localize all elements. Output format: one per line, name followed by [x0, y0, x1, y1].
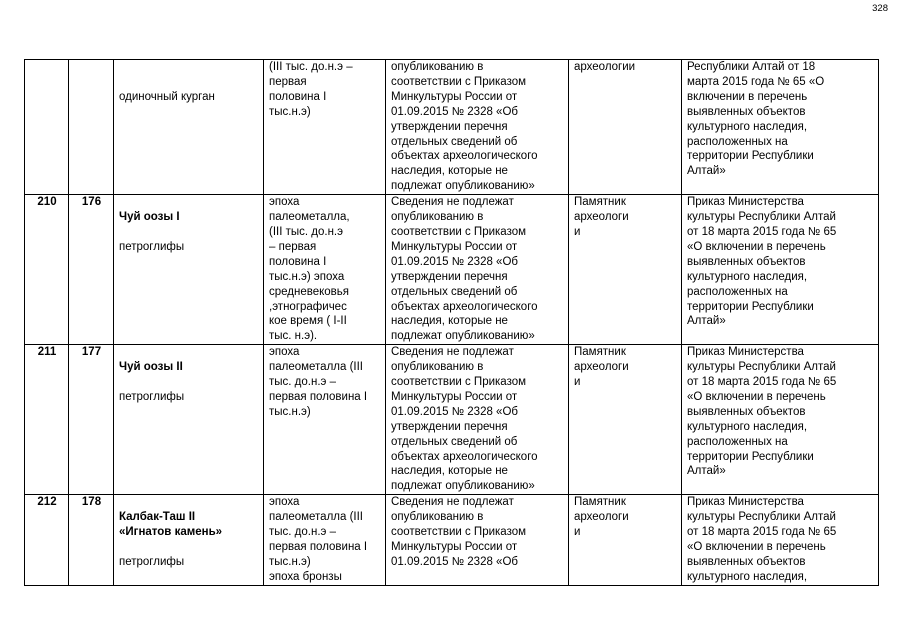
- table-row: [25, 195, 879, 345]
- object-type: петроглифы: [119, 555, 185, 568]
- row-number-cell: 210: [25, 195, 69, 345]
- object-type: петроглифы: [119, 390, 185, 403]
- object-name-cell: [114, 345, 264, 495]
- category-cell: Памятник археологи и: [569, 345, 682, 495]
- object-name: Калбак-Таш II «Игнатов камень»: [119, 511, 223, 539]
- object-name-cell: [114, 495, 264, 585]
- row-number-cell: 212: [25, 495, 69, 585]
- location-cell: Сведения не подлежат опубликованию в соответствии с Приказом Минкультуры России от 01.09.2015 № 2328 «Об утверждении перечня отдельных сведений об объектах археологического наследия, которые не подлежат опубликованию»: [386, 345, 569, 495]
- heritage-registry-table: [24, 59, 879, 586]
- location-cell: опубликованию в соответствии с Приказом Минкультуры России от 01.09.2015 № 2328 «Об утверждении перечня отдельных сведений об объектах археологического наследия, которые не подлежат опубликованию»: [386, 60, 569, 195]
- category-cell: археологии: [569, 60, 682, 195]
- dating-cell: (III тыс. до.н.э – первая половина I тыс.н.э): [264, 60, 386, 195]
- dating-cell: эпоха палеометалла (III тыс. до.н.э – первая половина I тыс.н.э) эпоха бронзы: [264, 495, 386, 585]
- row-number-cell: [25, 60, 69, 195]
- document-cell: Республики Алтай от 18 марта 2015 года № 65 «О включении в перечень выявленных объектов культурного наследия, расположенных на территории Республики Алтай»: [682, 60, 879, 195]
- object-type: петроглифы: [119, 240, 185, 253]
- table-row: [25, 60, 879, 195]
- dating-cell: эпоха палеометалла (III тыс. до.н.э – первая половина I тыс.н.э): [264, 345, 386, 495]
- document-cell: Приказ Министерства культуры Республики Алтай от 18 марта 2015 года № 65 «О включении в перечень выявленных объектов культурного наследия,: [682, 495, 879, 585]
- table-row: [25, 345, 879, 495]
- object-name-cell: [114, 60, 264, 195]
- registry-number-cell: 177: [69, 345, 114, 495]
- table-row: [25, 495, 879, 585]
- object-name-cell: [114, 195, 264, 345]
- object-name: Чуй оозы II: [119, 361, 183, 374]
- location-cell: Сведения не подлежат опубликованию в соответствии с Приказом Минкультуры России от 01.09.2015 № 2328 «Об утверждении перечня отдельных сведений об объектах археологического наследия, которые не подлежат опубликованию»: [386, 195, 569, 345]
- object-type: одиночный курган: [119, 90, 215, 103]
- object-name: Чуй оозы I: [119, 211, 180, 224]
- registry-number-cell: [69, 60, 114, 195]
- document-cell: Приказ Министерства культуры Республики Алтай от 18 марта 2015 года № 65 «О включении в перечень выявленных объектов культурного наследия, расположенных на территории Республики Алтай»: [682, 195, 879, 345]
- dating-cell: эпоха палеометалла, (III тыс. до.н.э – первая половина I тыс.н.э) эпоха средневековья ,этнографичес кое время ( I-II тыс. н.э).: [264, 195, 386, 345]
- location-cell: Сведения не подлежат опубликованию в соответствии с Приказом Минкультуры России от 01.09.2015 № 2328 «Об: [386, 495, 569, 585]
- category-cell: Памятник археологи и: [569, 195, 682, 345]
- page-number: 328: [872, 3, 888, 14]
- row-number-cell: 211: [25, 345, 69, 495]
- category-cell: Памятник археологи и: [569, 495, 682, 585]
- registry-number-cell: 178: [69, 495, 114, 585]
- registry-number-cell: 176: [69, 195, 114, 345]
- document-cell: Приказ Министерства культуры Республики Алтай от 18 марта 2015 года № 65 «О включении в перечень выявленных объектов культурного наследия, расположенных на территории Республики Алтай»: [682, 345, 879, 495]
